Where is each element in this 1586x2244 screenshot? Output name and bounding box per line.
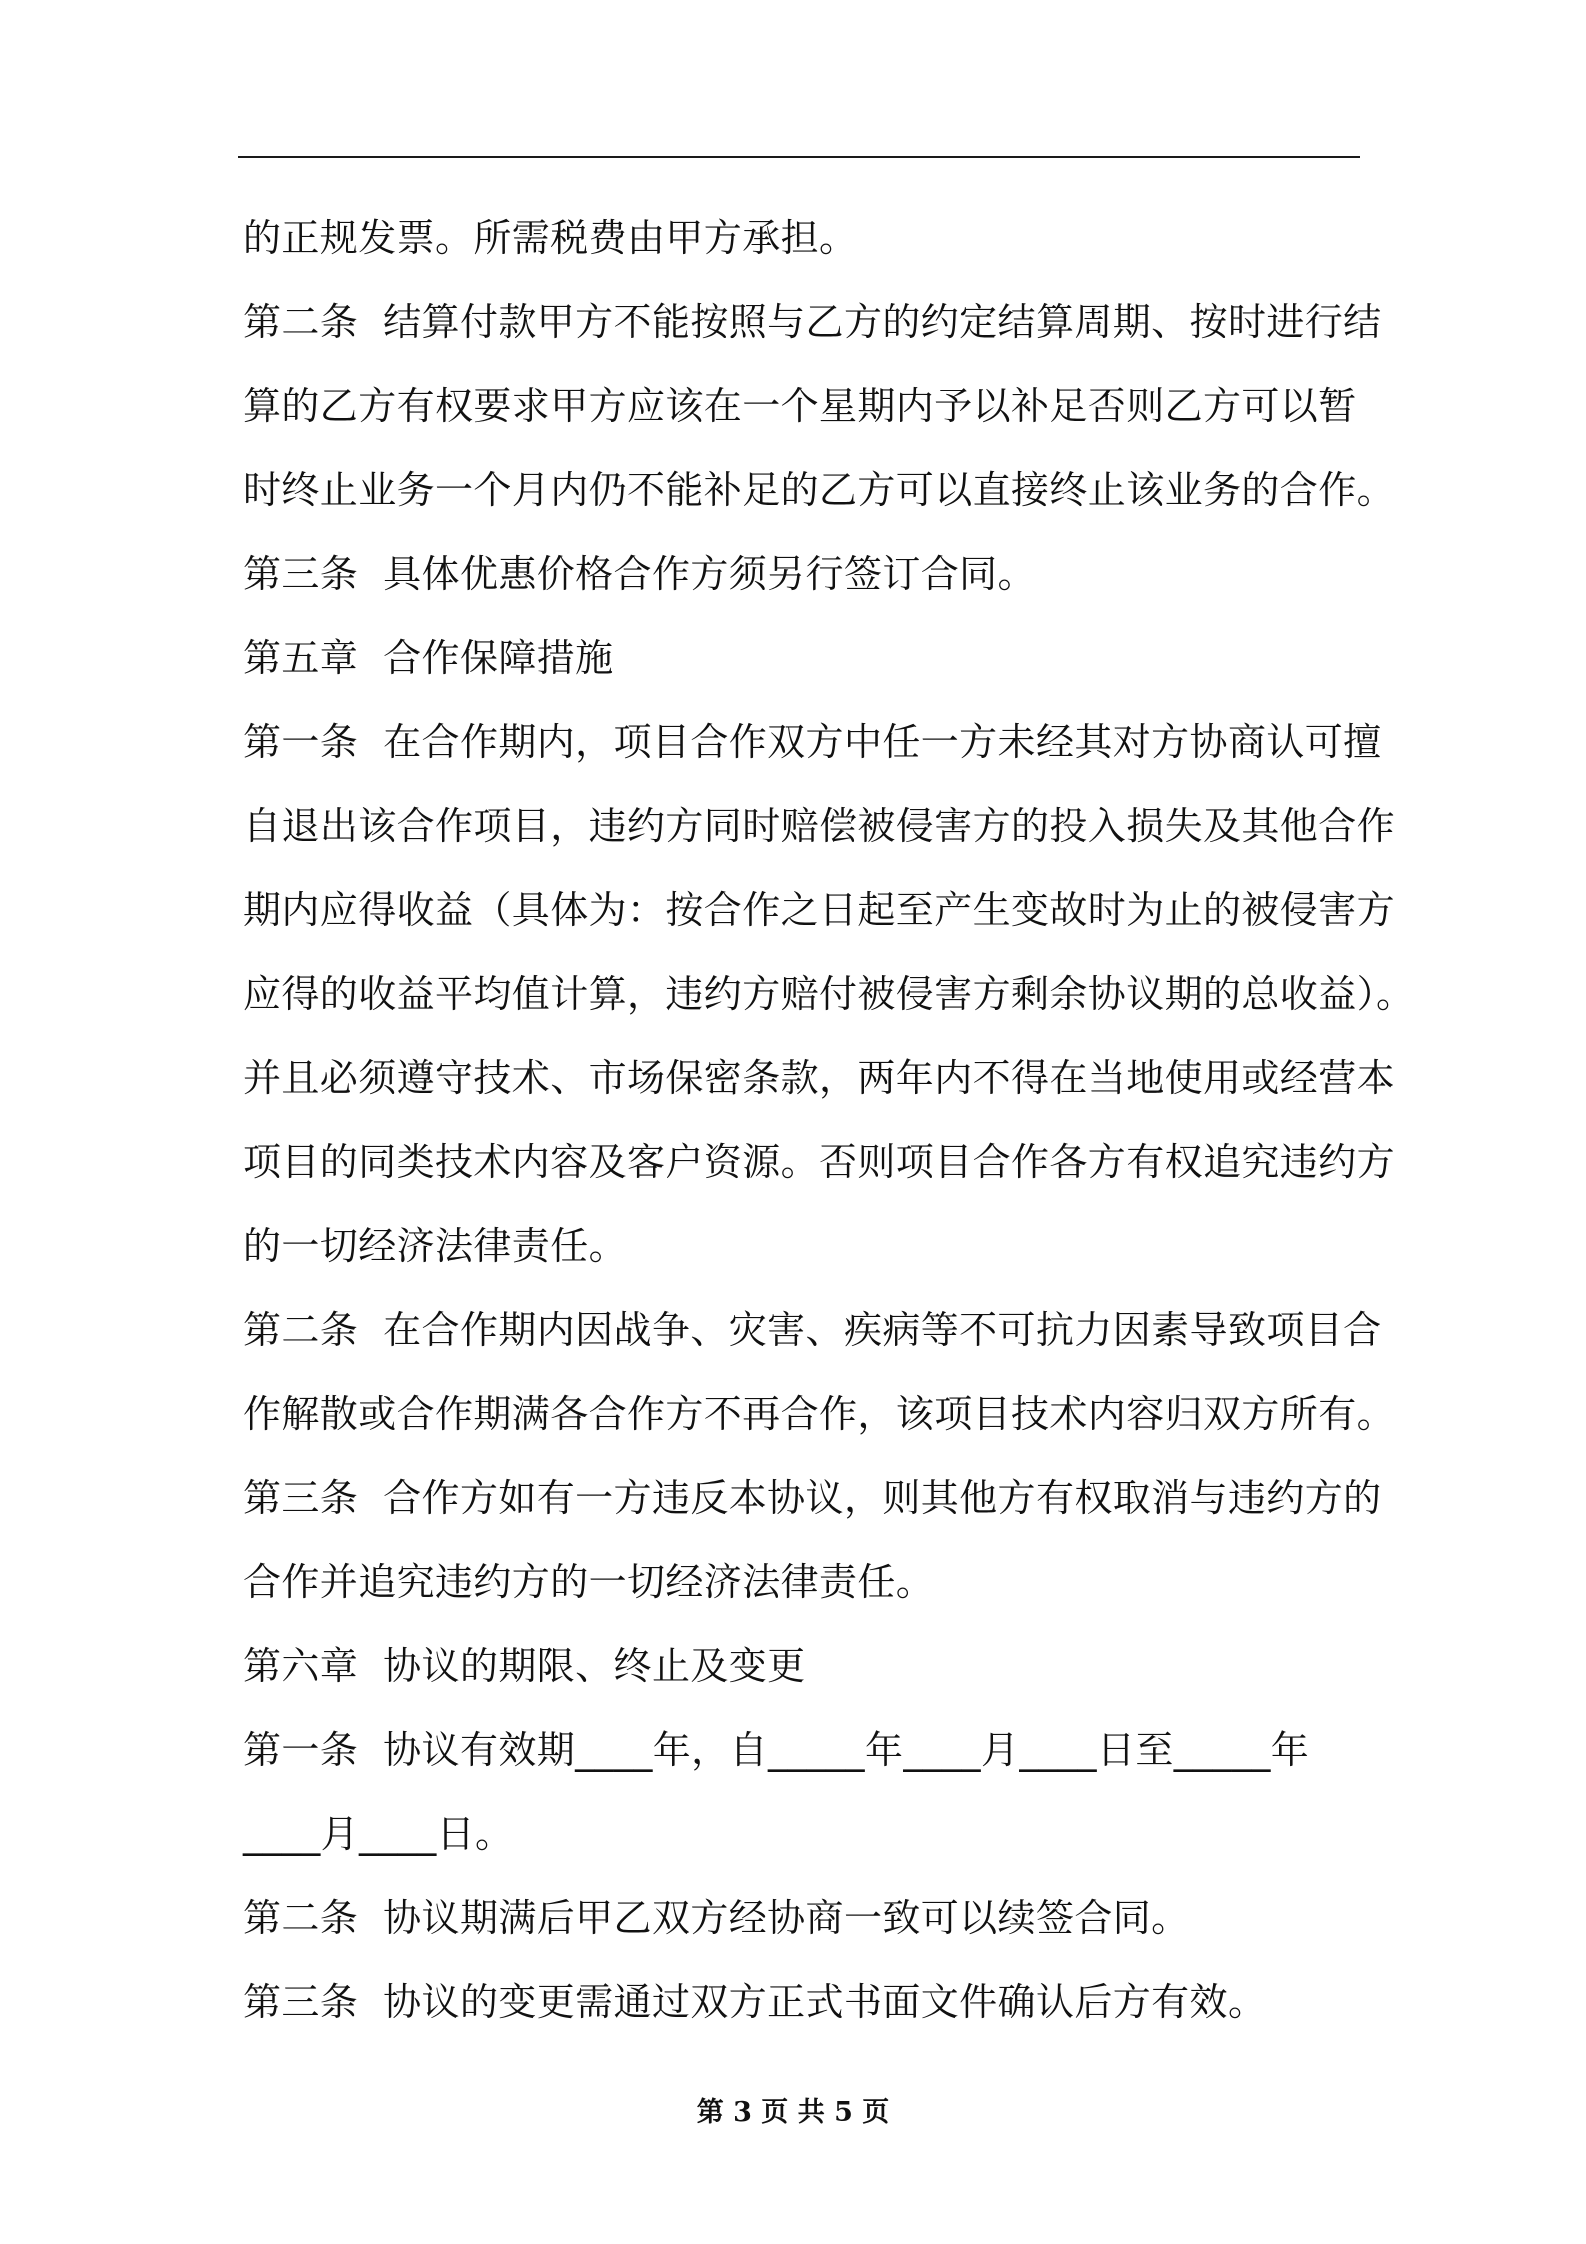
text-line: 作解散或合作期满各合作方不再合作，该项目技术内容归双方所有。	[243, 1392, 1396, 1436]
chapter-heading: 第五章 合作保障措施	[243, 636, 614, 680]
text-line: 合作并追究违约方的一切经济法律责任。	[243, 1560, 935, 1604]
text-line: 并且必须遵守技术、市场保密条款，两年内不得在当地使用或经营本	[243, 1056, 1396, 1100]
text-line: 第三条 合作方如有一方违反本协议，则其他方有权取消与违约方的	[243, 1476, 1382, 1520]
page-number: 第 3 页 共 5 页	[696, 2097, 890, 2128]
text-line: 项目的同类技术内容及客户资源。否则项目合作各方有权追究违约方	[243, 1140, 1396, 1184]
chapter-heading: 第六章 协议的期限、终止及变更	[243, 1644, 806, 1688]
text-line: 第一条 协议有效期____年，自_____年____月____日至_____年	[243, 1728, 1310, 1772]
text-line: 第二条 在合作期内因战争、灾害、疾病等不可抗力因素导致项目合	[243, 1308, 1382, 1352]
text-line: 第三条 协议的变更需通过双方正式书面文件确认后方有效。	[243, 1980, 1267, 2024]
text-line: 第二条 协议期满后甲乙双方经协商一致可以续签合同。	[243, 1896, 1190, 1940]
text-line: 算的乙方有权要求甲方应该在一个星期内予以补足否则乙方可以暂	[243, 384, 1357, 428]
text-line: ____月____日。	[243, 1812, 514, 1856]
text-line: 应得的收益平均值计算，违约方赔付被侵害方剩余协议期的总收益）。	[243, 972, 1415, 1016]
header-rule	[238, 156, 1360, 158]
text-line: 期内应得收益（具体为：按合作之日起至产生变故时为止的被侵害方	[243, 888, 1396, 932]
document-body	[243, 196, 1415, 2044]
text-line: 第一条 在合作期内，项目合作双方中任一方未经其对方协商认可擅	[243, 720, 1382, 764]
text-line: 第二条 结算付款甲方不能按照与乙方的约定结算周期、按时进行结	[243, 300, 1382, 344]
text-line: 时终止业务一个月内仍不能补足的乙方可以直接终止该业务的合作。	[243, 468, 1396, 512]
text-line: 的正规发票。所需税费由甲方承担。	[243, 216, 858, 260]
text-line: 自退出该合作项目，违约方同时赔偿被侵害方的投入损失及其他合作	[243, 804, 1396, 848]
text-line: 第三条 具体优惠价格合作方须另行签订合同。	[243, 552, 1036, 596]
text-line: 的一切经济法律责任。	[243, 1224, 628, 1268]
